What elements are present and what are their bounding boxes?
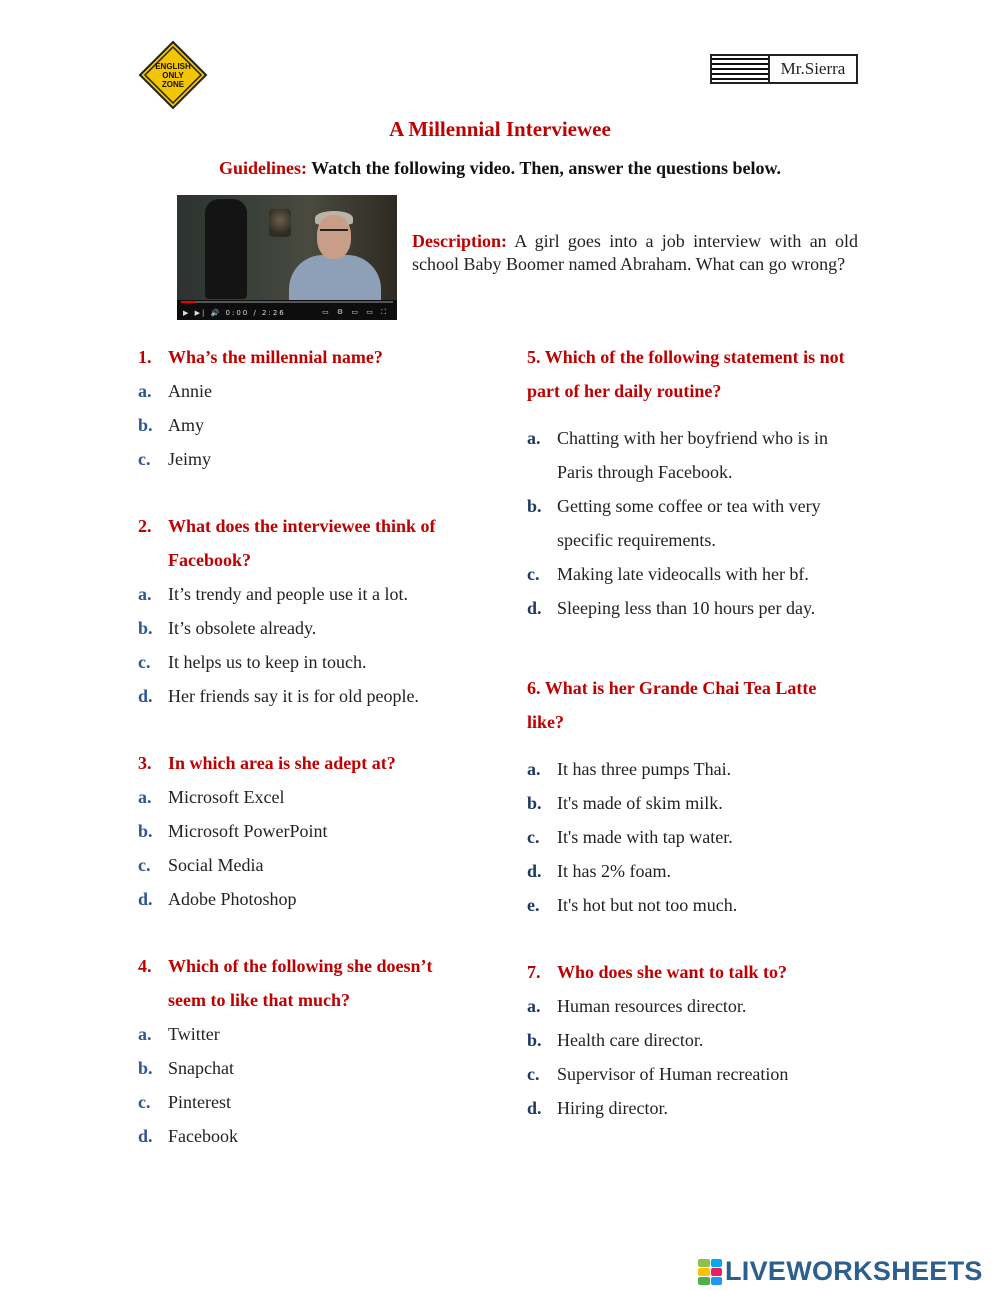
lamp-shape <box>269 209 291 237</box>
svg-text:ZONE: ZONE <box>161 80 185 89</box>
option-4a[interactable]: a. Twitter <box>138 1024 220 1044</box>
option-6c[interactable]: c. It's made with tap water. <box>527 827 733 847</box>
description-label: Description: <box>412 231 507 251</box>
option-2c[interactable]: c. It helps us to keep in touch. <box>138 652 367 672</box>
question-6: 6. What is her Grande Chai Tea Latte like? <box>527 678 817 732</box>
option-7b[interactable]: b. Health care director. <box>527 1030 704 1050</box>
question-5: 5. Which of the following statement is not part of her daily routine? <box>527 347 845 401</box>
option-6b[interactable]: b. It's made of skim milk. <box>527 793 723 813</box>
option-3d[interactable]: d. Adobe Photoshop <box>138 889 297 909</box>
option-5c[interactable]: c. Making late videocalls with her bf. <box>527 564 809 584</box>
question-3: 3. In which area is she adept at? <box>138 753 396 773</box>
option-6d[interactable]: d. It has 2% foam. <box>527 861 671 881</box>
option-7c[interactable]: c. Supervisor of Human recreation <box>527 1064 789 1084</box>
option-2b[interactable]: b. It’s obsolete already. <box>138 618 317 638</box>
option-1c[interactable]: c. Jeimy <box>138 449 211 469</box>
question-7: 7. Who does she want to talk to? <box>527 962 788 982</box>
english-only-zone-sign <box>138 40 208 110</box>
question-4: 4. Which of the following she doesn’t seem to like that much? <box>138 956 433 1010</box>
option-3a[interactable]: a. Microsoft Excel <box>138 787 285 807</box>
option-5a[interactable]: a. Chatting with her boyfriend who is in Paris through Facebook. <box>527 428 828 482</box>
guidelines-label: Guidelines: <box>218 158 307 178</box>
svg-text:ENGLISH: ENGLISH <box>155 62 191 71</box>
option-4d[interactable]: d. Facebook <box>138 1126 238 1146</box>
video-player[interactable] <box>177 195 397 320</box>
video-progress-bar[interactable] <box>181 301 393 303</box>
play-controls[interactable]: ▶ ▶| 🔊 0:00 / 2:26 <box>183 309 286 317</box>
video-progress-fill <box>181 301 195 303</box>
option-4b[interactable]: b. Snapchat <box>138 1058 234 1078</box>
page-title: A Millennial Interviewee <box>389 117 611 141</box>
guidelines-text: Watch the following video. Then, answer the questions below. <box>306 158 782 178</box>
brand-name: Mr.Sierra <box>780 59 846 78</box>
option-2d[interactable]: d. Her friends say it is for old people. <box>138 686 419 706</box>
person-shape <box>289 255 381 301</box>
coat-shape <box>205 199 247 299</box>
option-3c[interactable]: c. Social Media <box>138 855 264 875</box>
option-6e[interactable]: e. It's hot but not too much. <box>527 895 738 915</box>
option-1b[interactable]: b. Amy <box>138 415 204 435</box>
option-7a[interactable]: a. Human resources director. <box>527 996 747 1016</box>
question-2: 2. What does the interviewee think of Facebook? <box>138 516 436 570</box>
option-3b[interactable]: b. Microsoft PowerPoint <box>138 821 328 841</box>
option-6a[interactable]: a. It has three pumps Thai. <box>527 759 732 779</box>
brand-logo <box>710 54 858 84</box>
option-2a[interactable]: a. It’s trendy and people use it a lot. <box>138 584 408 604</box>
description-text: A girl goes into a job interview with an old school Baby Boomer named Abraham. What can go wrong? <box>412 231 858 274</box>
question-1: 1. Wha’s the millennial name? <box>138 347 383 367</box>
guidelines <box>0 158 1000 179</box>
road-sign-icon <box>138 40 208 110</box>
liveworksheets-wordmark: LIVEWORKSHEETS <box>725 1256 983 1286</box>
questions-right-column <box>527 340 867 1125</box>
option-5b[interactable]: b. Getting some coffee or tea with very specific requirements. <box>527 496 821 550</box>
option-5d[interactable]: d. Sleeping less than 10 hours per day. <box>527 598 816 618</box>
option-1a[interactable]: a. Annie <box>138 381 212 401</box>
liveworksheets-icon <box>698 1259 722 1285</box>
video-settings-controls[interactable]: ▭ ⚙ ▭ ▭ ⛶ <box>322 308 389 316</box>
description <box>412 230 858 276</box>
questions-left-column <box>138 340 468 1153</box>
option-7d[interactable]: d. Hiring director. <box>527 1098 668 1118</box>
liveworksheets-logo[interactable] <box>698 1256 983 1287</box>
us-flag-icon <box>712 56 770 82</box>
svg-text:ONLY: ONLY <box>162 71 184 80</box>
option-4c[interactable]: c. Pinterest <box>138 1092 231 1112</box>
